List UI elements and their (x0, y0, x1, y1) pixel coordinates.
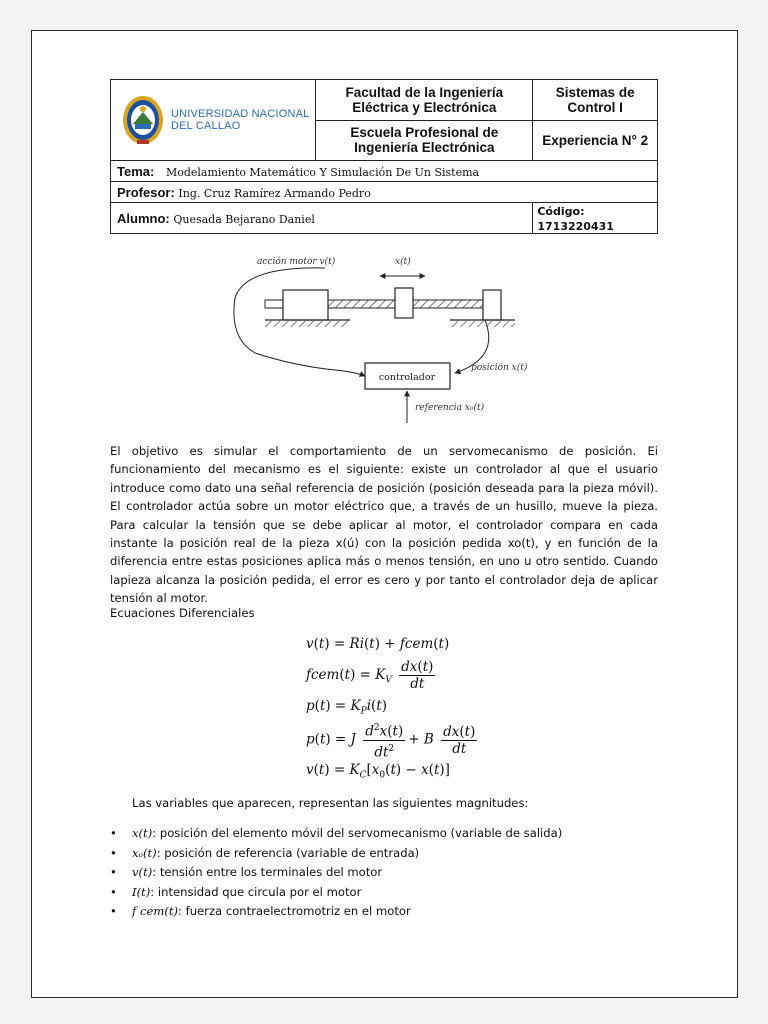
variable-symbol: v(t) (132, 865, 153, 879)
variable-desc: : tensión entre los terminales del motor (152, 865, 383, 879)
header-table (110, 79, 658, 234)
variable-symbol: x(t) (132, 826, 153, 840)
equation-4: p(t) = J $\frac{d^2x(t)}{dt^2}$ + B $\frac{dx(t)}{dt}$ (306, 720, 480, 760)
school-name: Escuela Profesional de Ingeniería Electrónica (350, 125, 499, 156)
alumno-value: Quesada Bejarano Daniel (173, 212, 315, 226)
codigo-label: Código: (537, 205, 585, 218)
referencia-label: referencia x₀(t) (415, 403, 485, 413)
faculty-cell (316, 80, 533, 121)
bullet-icon: • (110, 845, 117, 860)
objective-paragraph: El objetivo es simular el comportamiento de un servomecanismo de posición. Ei funcionamiento del mecanismo es el siguiente: existe un controlador al que el usuario introduce como dato una señal referencia de posición (posición deseada para la pieza móvil). El controlador actúa sobre un motor eléctrico que, a través de un husillo, mueve la pieza. Para calcular la tensión que se debe aplicar al motor, el controlador compara en cada instante la posición real de la pieza x(ú) con la posición pedida xo(t), y en función de la diferencia entre estas posiciones aplica más o menos tensión, en uno u otro sentido. Cuando lapieza alcanza la posición pedida, el error es cero y por tanto el controlador deja de aplicar tensión al motor. (110, 444, 658, 606)
posicion-label: posición x(t) (471, 363, 528, 373)
equations-title: Ecuaciones Diferenciales (110, 606, 255, 620)
ground-left (265, 321, 350, 327)
equation-2: fcem(t) = $K_V$ $\frac{dx(t)}{dt}$ (306, 659, 434, 692)
equation-3: $p(t) = K_Pi(t)$ (306, 698, 388, 717)
motor-block (283, 290, 328, 320)
university-seal-icon (121, 94, 165, 146)
list-item (110, 865, 562, 885)
accion-motor-label: acción motor v(t) (257, 257, 336, 267)
servomechanism-diagram (225, 248, 535, 430)
controller-label: controlador (378, 372, 436, 383)
ground-right (450, 321, 515, 327)
experience-number: Experiencia N° 2 (542, 132, 649, 148)
list-item (110, 904, 562, 924)
logo-cell (111, 80, 316, 161)
codigo-cell (533, 203, 658, 234)
codigo-value: 1713220431 (537, 220, 614, 233)
school-cell (316, 120, 533, 161)
list-item (110, 885, 562, 905)
bullet-icon: • (110, 826, 117, 840)
bullet-icon: • (110, 904, 117, 918)
profesor-value: Ing. Cruz Ramírez Armando Pedro (178, 186, 371, 200)
profesor-label: Profesor: (117, 184, 175, 200)
variable-desc: : intensidad que circula por el motor (150, 884, 362, 899)
equation-5: $v(t) = K_C[x_0(t) - x(t)]$ (306, 762, 450, 781)
right-support (483, 290, 501, 320)
variable-symbol: f cem(t) (132, 904, 179, 918)
faculty-name: Facultad de la Ingeniería Eléctrica y Electrónica (345, 84, 504, 115)
tema-label: Tema: (117, 163, 155, 179)
alumno-label: Alumno: (117, 210, 170, 226)
tema-value: Modelamiento Matemático Y Simulación De Un Sistema (165, 165, 480, 179)
variables-list (110, 826, 562, 924)
tema-row (111, 161, 658, 182)
profesor-row (111, 182, 658, 203)
course-cell (533, 80, 658, 121)
bullet-icon: • (110, 865, 117, 879)
variable-desc: : posición del elemento móvil del servomecanismo (variable de salida) (152, 826, 563, 840)
list-item (110, 826, 562, 846)
shaft-stub (265, 300, 283, 308)
x-t-label: x(t) (395, 257, 411, 267)
variable-desc: : fuerza contraelectromotriz en el motor (178, 904, 411, 918)
list-item (110, 846, 562, 866)
variables-intro: Las variables que aparecen, representan las siguientes magnitudes: (132, 796, 529, 810)
experience-cell (533, 120, 658, 161)
alumno-row (111, 203, 533, 234)
course-name: Sistemas de Control I (555, 84, 635, 115)
variable-symbol: I(t) (132, 884, 151, 899)
equation-1: v(t) = Ri(t) + fcem(t) (306, 636, 450, 652)
variable-symbol: xₒ(t) (132, 845, 157, 860)
university-name-line2: DEL CALLAO (171, 120, 241, 132)
moving-piece (395, 288, 413, 318)
variable-desc: : posición de referencia (variable de entrada) (156, 845, 420, 860)
university-name-line1: UNIVERSIDAD NACIONAL (171, 108, 310, 120)
bullet-icon: • (110, 884, 117, 899)
